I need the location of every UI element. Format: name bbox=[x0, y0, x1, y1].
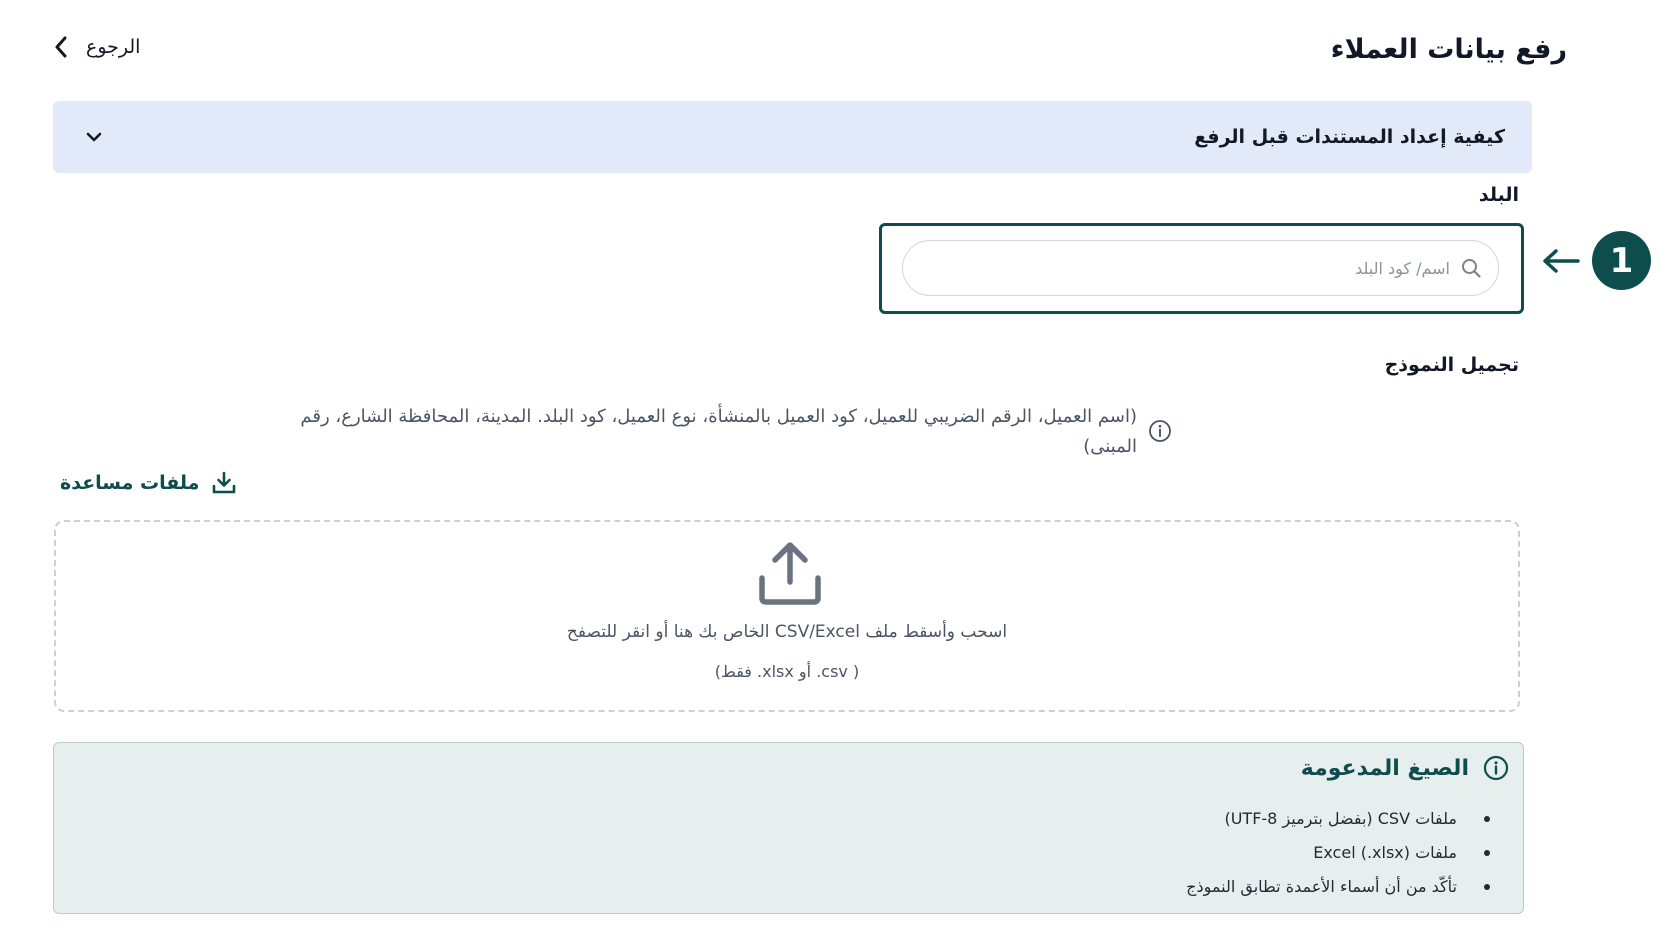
help-files-link[interactable] bbox=[60, 470, 237, 496]
supported-formats-title: الصيغ المدعومة bbox=[1300, 755, 1469, 781]
accordion-label: كيفية إعداد المستندات قبل الرفع bbox=[1194, 126, 1505, 148]
country-label: البلد bbox=[1478, 184, 1519, 206]
country-search-input[interactable] bbox=[923, 259, 1450, 278]
chevron-down-icon bbox=[85, 131, 103, 143]
step-arrow-icon bbox=[1541, 247, 1581, 275]
list-item: ملفات CSV (بفضل بترميز UTF-8) bbox=[1186, 802, 1457, 836]
list-item: ملفات Excel (.xlsx) bbox=[1186, 836, 1457, 870]
info-icon bbox=[1483, 755, 1509, 781]
dropzone-instruction: اسحب وأسقط ملف CSV/Excel الخاص بك هنا أو انقر للتصفح bbox=[566, 622, 1008, 642]
upload-icon bbox=[758, 540, 822, 606]
supported-formats-list bbox=[1186, 802, 1457, 904]
back-button[interactable] bbox=[54, 36, 140, 58]
supported-formats-header bbox=[1301, 755, 1509, 781]
step-badge: 1 bbox=[1592, 231, 1651, 290]
dropzone-formats-hint: ( csv. أو xlsx. فقط) bbox=[714, 662, 860, 681]
back-label: الرجوع bbox=[86, 36, 141, 58]
document-prep-accordion[interactable] bbox=[53, 101, 1532, 173]
page-title: رفع بيانات العملاء bbox=[1330, 34, 1567, 65]
chevron-left-icon bbox=[54, 36, 68, 58]
search-icon bbox=[1460, 257, 1482, 279]
download-icon bbox=[211, 470, 237, 496]
template-description: (اسم العميل، الرقم الضريبي للعميل، كود العميل بالمنشأة، نوع العميل، كود البلد. المدينة، المحافظة الشارع، رقم المبنى) bbox=[300, 406, 1137, 457]
template-label: تجميل النموذج bbox=[1384, 354, 1519, 376]
help-files-label: ملفات مساعدة bbox=[60, 472, 200, 494]
country-search-box[interactable] bbox=[902, 240, 1499, 296]
list-item: تأكّد من أن أسماء الأعمدة تطابق النموذج bbox=[1186, 870, 1457, 904]
info-icon bbox=[1148, 419, 1172, 443]
